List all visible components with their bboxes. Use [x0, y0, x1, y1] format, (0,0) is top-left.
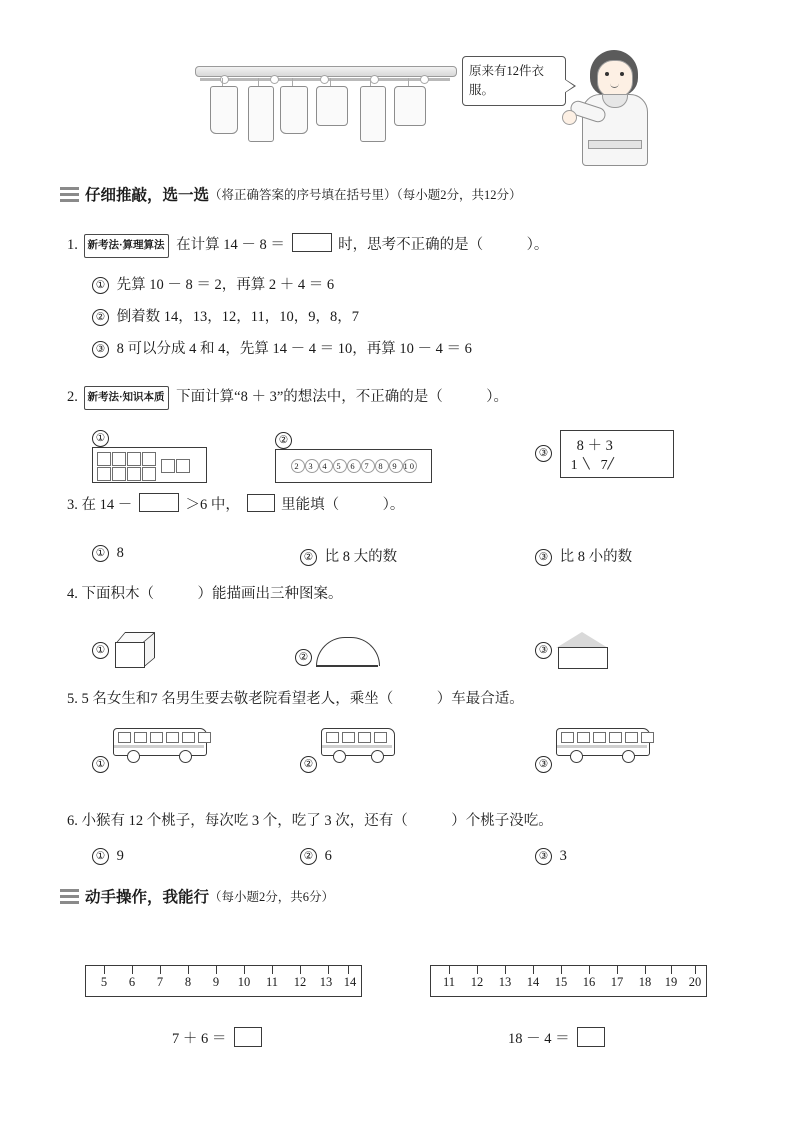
- question-text: 5 名女生和7 名男生要去敬老院看望老人，乘坐（ ）车最合适。: [81, 691, 524, 707]
- clothing-item: [210, 86, 238, 134]
- option-1-3[interactable]: [92, 337, 472, 358]
- split-top: 8 ＋ 3: [576, 438, 613, 454]
- option-text: 9: [116, 848, 124, 864]
- section-header-choice: [60, 183, 522, 205]
- teacher-figure: [572, 48, 656, 166]
- tick-label: 6: [128, 975, 136, 989]
- tick-label: 19: [664, 975, 678, 989]
- tick-label: 10: [237, 975, 251, 989]
- question-number: 6.: [67, 813, 78, 829]
- tick-label: 20: [688, 975, 702, 989]
- option-3-3[interactable]: [535, 545, 632, 566]
- section-bars-icon: [60, 187, 79, 202]
- number-line-left-inner: [86, 966, 361, 996]
- cube-grid: [97, 452, 154, 479]
- section-bars-icon: [60, 889, 79, 904]
- option-6-1[interactable]: [92, 848, 124, 865]
- answer-blank[interactable]: [234, 1027, 262, 1047]
- caterpillar-number-line-figure: 2 3 4 5 6 7 8 9 10: [275, 449, 432, 483]
- option-5-2[interactable]: [300, 728, 393, 773]
- question-text-mid: ＞6 中，: [185, 497, 240, 513]
- equation-text: 18 － 4 ＝: [508, 1031, 570, 1047]
- house-prism-figure: [556, 632, 608, 668]
- number-line-right-inner: [431, 966, 706, 996]
- option-1-2[interactable]: [92, 305, 359, 326]
- option-marker: ①: [92, 642, 109, 659]
- rail-dot: [370, 75, 379, 84]
- option-6-2[interactable]: [300, 848, 332, 865]
- option-marker: ③: [535, 642, 552, 659]
- question-text: 下面积木（ ）能描画出三种图案。: [81, 586, 343, 602]
- tick-label: 8: [184, 975, 192, 989]
- tick-label: 14: [526, 975, 540, 989]
- option-2-3[interactable]: [535, 430, 674, 478]
- option-marker: ②: [92, 309, 109, 326]
- answer-blank[interactable]: [247, 494, 275, 512]
- equation-text: 7 ＋ 6 ＝: [172, 1031, 227, 1047]
- option-marker: ③: [92, 341, 109, 358]
- cube-extra: [161, 459, 188, 471]
- section-note: （每小题2分，共6分）: [209, 890, 335, 904]
- option-marker: ③: [535, 445, 552, 462]
- option-marker: ③: [535, 756, 552, 773]
- question-text-after: 里能填（ ）。: [281, 497, 405, 513]
- number-line-left[interactable]: [85, 965, 362, 997]
- bus-block: [321, 728, 393, 747]
- ten-frame-cubes-figure: [92, 447, 207, 483]
- option-marker: ①: [92, 545, 109, 562]
- tick-label: 11: [442, 975, 456, 989]
- hand: [562, 110, 577, 125]
- question-tag: 新考法·知识本质: [84, 386, 169, 410]
- option-text: 3: [559, 848, 567, 864]
- option-text: 8 可以分成 4 和 4，先算 14 － 4 ＝ 10，再算 10 － 4 ＝ 6: [116, 341, 472, 357]
- answer-blank[interactable]: [139, 493, 179, 512]
- section-title: 动手操作，我能行: [85, 889, 210, 906]
- tick-label: 11: [265, 975, 279, 989]
- equation-left: [172, 1027, 262, 1048]
- speech-bubble: 原来有12件衣服。: [462, 56, 566, 106]
- question-text: 下面计算“8 ＋ 3”的想法中，不正确的是（ ）。: [176, 389, 509, 405]
- option-text: 比 8 小的数: [559, 549, 633, 565]
- option-3-2[interactable]: [300, 545, 397, 566]
- clothing-item: [248, 86, 274, 142]
- clothing-item: [360, 86, 386, 142]
- option-5-1[interactable]: [92, 728, 141, 773]
- clothing-item: [280, 86, 308, 134]
- question-3: [67, 493, 404, 516]
- option-text: 6: [324, 848, 332, 864]
- face: [597, 60, 633, 98]
- option-marker: ②: [275, 432, 292, 449]
- question-text-after: 时，思考不正确的是（ ）。: [338, 237, 549, 253]
- question-5: [67, 688, 524, 710]
- number-split-figure: [560, 430, 674, 478]
- option-4-1[interactable]: [92, 632, 153, 668]
- question-number: 4.: [67, 586, 78, 602]
- question-number: 2.: [67, 389, 78, 405]
- option-marker: ②: [300, 549, 317, 566]
- belt: [588, 140, 642, 149]
- answer-blank[interactable]: [292, 233, 332, 252]
- option-marker: ②: [300, 756, 317, 773]
- tick-label: 16: [582, 975, 596, 989]
- option-text: 比 8 大的数: [324, 549, 398, 565]
- question-2: [67, 386, 757, 410]
- question-tag: 新考法·算理算法: [84, 234, 169, 258]
- option-marker: ③: [535, 549, 552, 566]
- question-6: [67, 810, 553, 832]
- tick-label: 18: [638, 975, 652, 989]
- clothing-item: [394, 86, 426, 126]
- tick-label: 17: [610, 975, 624, 989]
- bus-block: [556, 728, 584, 747]
- number-line-right[interactable]: [430, 965, 707, 997]
- clothing-item: [316, 86, 348, 126]
- bus-block: [113, 728, 141, 747]
- eye: [620, 72, 624, 76]
- option-4-3[interactable]: [535, 632, 608, 668]
- tick-label: 14: [343, 975, 357, 989]
- split-right: 7: [600, 458, 608, 473]
- option-4-2[interactable]: [295, 636, 378, 666]
- equation-right: [508, 1027, 605, 1048]
- cube-figure: [113, 632, 153, 668]
- question-text-before: 在 14 －: [81, 497, 133, 513]
- option-marker: ①: [92, 277, 109, 294]
- option-5-3[interactable]: [535, 728, 584, 773]
- answer-blank[interactable]: [577, 1027, 605, 1047]
- tick-label: 7: [156, 975, 164, 989]
- tick-label: 5: [100, 975, 108, 989]
- option-marker: ①: [92, 848, 109, 865]
- tick-label: 9: [212, 975, 220, 989]
- option-marker: ①: [92, 756, 109, 773]
- section-title: 仔细推敲，选一选: [85, 187, 210, 204]
- tick-label: 12: [293, 975, 307, 989]
- split-left: 1: [570, 458, 578, 473]
- option-text: 倒着数 14，13，12，11，10，9，8，7: [116, 309, 359, 325]
- option-marker: ②: [300, 848, 317, 865]
- eye: [605, 72, 609, 76]
- question-number: 5.: [67, 691, 78, 707]
- option-1-1[interactable]: [92, 273, 334, 294]
- rail-dot: [420, 75, 429, 84]
- option-marker: ①: [92, 430, 109, 447]
- option-3-1[interactable]: [92, 545, 124, 562]
- section-note: （将正确答案的序号填在括号里）（每小题2分，共12分）: [209, 188, 522, 202]
- tick-label: 15: [554, 975, 568, 989]
- top-illustration: [180, 48, 660, 168]
- rail-dot: [270, 75, 279, 84]
- option-marker: ②: [295, 649, 312, 666]
- option-text: 先算 10 － 8 ＝ 2，再算 2 ＋ 4 ＝ 6: [116, 277, 335, 293]
- option-2-2[interactable]: [275, 432, 432, 483]
- option-marker: ③: [535, 848, 552, 865]
- question-number: 1.: [67, 237, 78, 253]
- half-cylinder-figure: [316, 636, 378, 666]
- question-4: [67, 583, 343, 605]
- tick-label: 13: [319, 975, 333, 989]
- question-text-before: 在计算 14 － 8 ＝: [176, 237, 285, 253]
- question-number: 3.: [67, 497, 78, 513]
- question-text: 小猴有 12 个桃子，每次吃 3 个，吃了 3 次，还有（ ）个桃子没吃。: [81, 813, 553, 829]
- tick-label: 13: [498, 975, 512, 989]
- question-1: [67, 233, 747, 258]
- section-header-operation: [60, 885, 334, 907]
- tick-label: 12: [470, 975, 484, 989]
- rail-dot: [320, 75, 329, 84]
- option-text: 8: [116, 545, 124, 561]
- option-2-1[interactable]: [92, 430, 207, 483]
- option-6-3[interactable]: [535, 848, 567, 865]
